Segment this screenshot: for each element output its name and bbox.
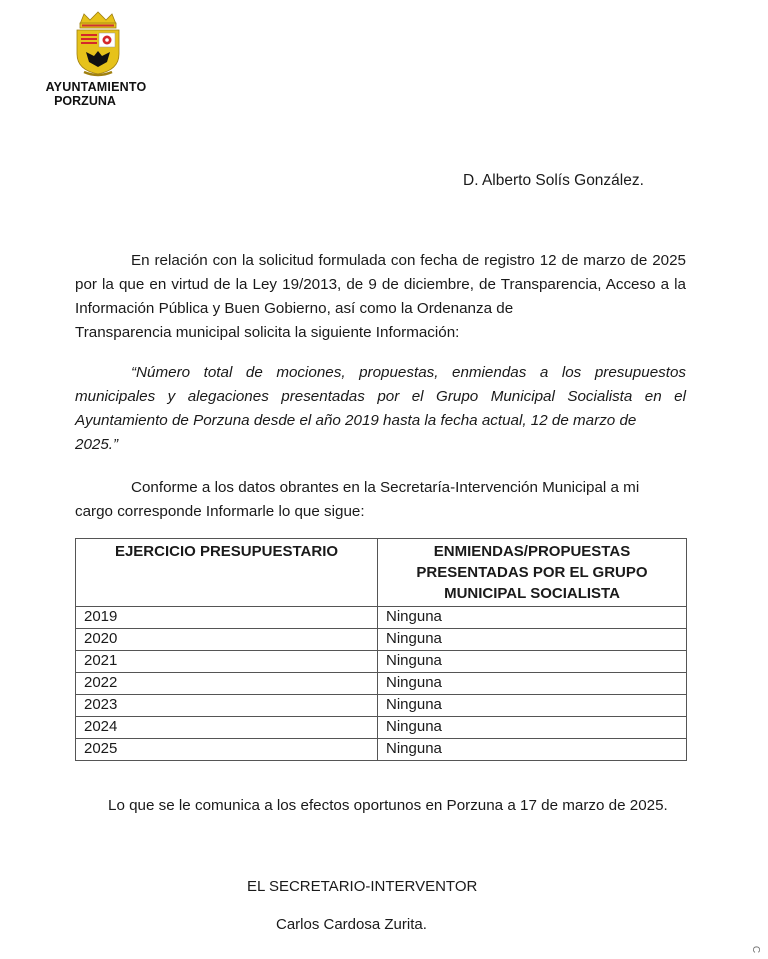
header-amendments: ENMIENDAS/PROPUESTAS PRESENTADAS POR EL GRUPO MUNICIPAL SOCIALISTA [378,539,687,607]
amendments-cell: Ninguna [378,673,687,695]
municipal-logo [38,10,158,108]
table-row [76,673,687,695]
paragraph-request [75,249,686,345]
amendments-cell: Ninguna [378,651,687,673]
amendments-cell: Ninguna [378,629,687,651]
year-cell: 2024 [76,717,378,739]
paragraph-report-text: Conforme a los datos obrantes en la Secretaría-Intervención Municipal a mi [131,479,640,496]
amendments-cell: Ninguna [378,607,687,629]
amendments-cell: Ninguna [378,695,687,717]
table-row [76,629,687,651]
paragraph-request-last-line: Transparencia municipal solicita la siguiente Información: [75,324,460,341]
table-header-row [76,539,687,607]
paragraph-quote-last-line: 2025.” [75,436,119,453]
table-row [76,739,687,761]
table-row [76,651,687,673]
header-budget-year: EJERCICIO PRESUPUESTARIO [76,539,378,607]
year-cell: 2019 [76,607,378,629]
closing-statement: Lo que se le comunica a los efectos oportunos en Porzuna a 17 de marzo de 2025. [108,797,668,814]
year-cell: 2023 [76,695,378,717]
paragraph-request-text: En relación con la solicitud formulada con fecha de registro 12 de marzo de 2025 por la que en virtud de la Ley 19/2013, de 9 de diciembre, de Transparencia, Acceso a la Información Pública y Buen Gobierno, así como la Ordenanza de [75,252,686,317]
addressee: D. Alberto Solís González. [463,172,644,189]
year-cell: 2020 [76,629,378,651]
signatory-name: Carlos Cardosa Zurita. [276,916,427,933]
table-row [76,717,687,739]
coat-of-arms-icon [72,10,124,78]
paragraph-quote-text: “Número total de mociones, propuestas, enmiendas a los presupuestos municipales y alegaciones presentadas por el Grupo Municipal Socialista en el Ayuntamiento de Porzuna desde el año 2019 hasta la fecha actual, 12 de marzo de [75,364,686,429]
year-cell: 2022 [76,673,378,695]
paragraph-report-last-line: cargo corresponde Informarle lo que sigue: [75,503,365,520]
signatory-title: EL SECRETARIO-INTERVENTOR [247,878,478,895]
corner-mark: C [750,945,762,954]
table-row [76,695,687,717]
paragraph-quote [75,361,686,457]
amendments-cell: Ninguna [378,717,687,739]
year-cell: 2021 [76,651,378,673]
logo-title-line1: AYUNTAMIENTO [45,80,147,94]
budget-amendments-table [75,538,687,761]
year-cell: 2025 [76,739,378,761]
logo-title-line2: PORZUNA [54,94,116,108]
table-row [76,607,687,629]
amendments-cell: Ninguna [378,739,687,761]
paragraph-report [75,476,686,524]
